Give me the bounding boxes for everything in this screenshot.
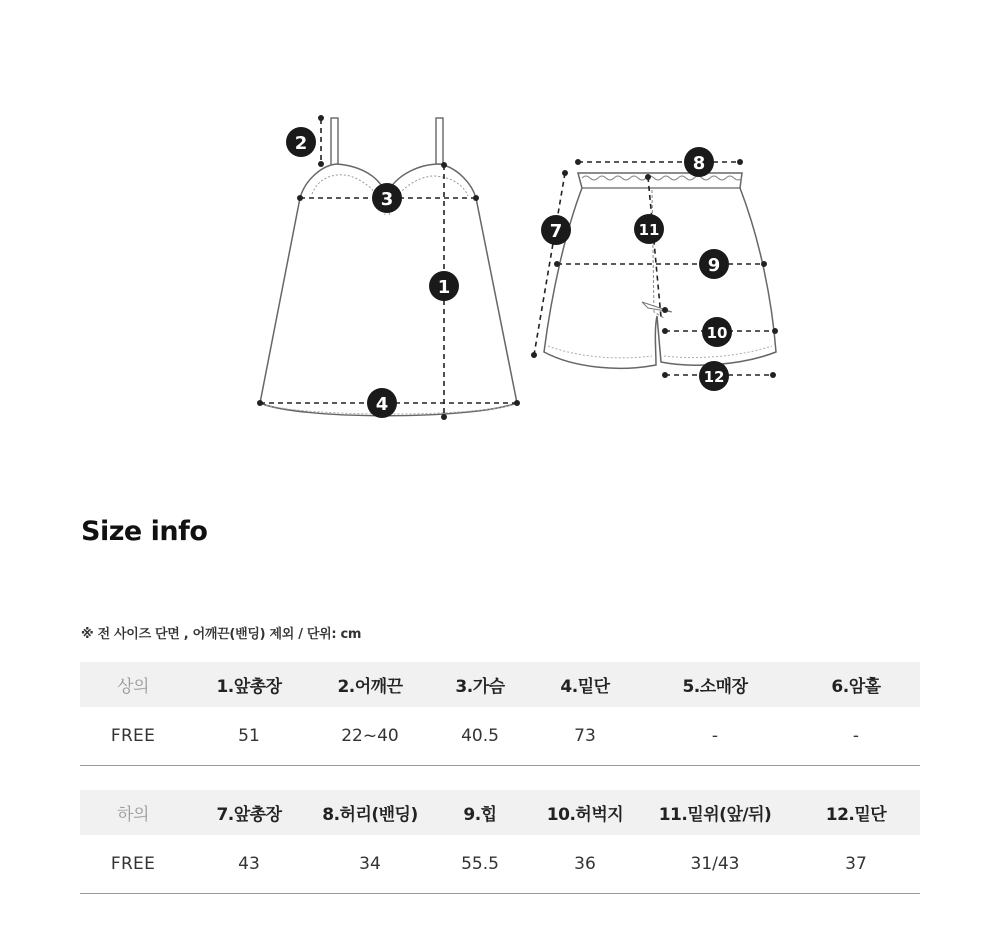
marker-9 [699,249,729,279]
size-label: FREE [80,835,186,894]
marker-3 [372,183,402,213]
marker-2 [286,127,316,157]
bottom-size-table [80,790,920,894]
svg-text:11: 11 [638,221,660,239]
table-header-row [80,662,920,707]
column-header: 2.어깨끈 [312,662,428,707]
marker-11 [634,214,664,244]
category-label: 하의 [80,790,186,835]
size-label: FREE [80,707,186,766]
marker-4 [367,388,397,418]
svg-text:2: 2 [294,133,308,154]
table-cell: 34 [312,835,428,894]
table-cell: 55.5 [428,835,532,894]
table-cell: - [792,707,920,766]
table-cell: 73 [532,707,638,766]
svg-text:9: 9 [707,255,721,276]
size-info-note: ※ 전 사이즈 단면 , 어깨끈(밴딩) 제외 / 단위: cm [81,627,362,642]
marker-1 [429,271,459,301]
marker-10 [702,317,732,347]
size-info-title: Size info [81,516,208,547]
table-cell: 37 [792,835,920,894]
svg-text:4: 4 [375,394,389,415]
column-header: 7.앞총장 [186,790,312,835]
column-header: 12.밑단 [792,790,920,835]
column-header: 4.밑단 [532,662,638,707]
column-header: 10.허벅지 [532,790,638,835]
svg-text:8: 8 [692,153,706,174]
svg-text:3: 3 [380,189,394,210]
table-row [80,835,920,894]
camisole-illustration [260,118,517,416]
right-strap [436,118,443,170]
table-cell: - [638,707,792,766]
marker-12 [699,361,729,391]
table-cell: 31/43 [638,835,792,894]
marker-8 [684,147,714,177]
marker-7 [541,215,571,245]
table-cell: 36 [532,835,638,894]
column-header: 8.허리(밴딩) [312,790,428,835]
column-header: 11.밑위(앞/뒤) [638,790,792,835]
svg-text:12: 12 [703,368,725,386]
top-size-table [80,662,920,766]
column-header: 5.소매장 [638,662,792,707]
column-header: 9.힙 [428,790,532,835]
svg-text:10: 10 [706,324,728,342]
column-header: 1.앞총장 [186,662,312,707]
column-header: 3.가슴 [428,662,532,707]
table-cell: 43 [186,835,312,894]
table-row [80,707,920,766]
shorts-body [544,173,776,368]
svg-text:7: 7 [549,221,563,242]
column-header: 6.암홀 [792,662,920,707]
table-cell: 40.5 [428,707,532,766]
left-strap [331,118,338,170]
table-header-row [80,790,920,835]
shorts-illustration [544,173,776,368]
category-label: 상의 [80,662,186,707]
table-cell: 22~40 [312,707,428,766]
table-cell: 51 [186,707,312,766]
svg-text:1: 1 [437,277,451,298]
